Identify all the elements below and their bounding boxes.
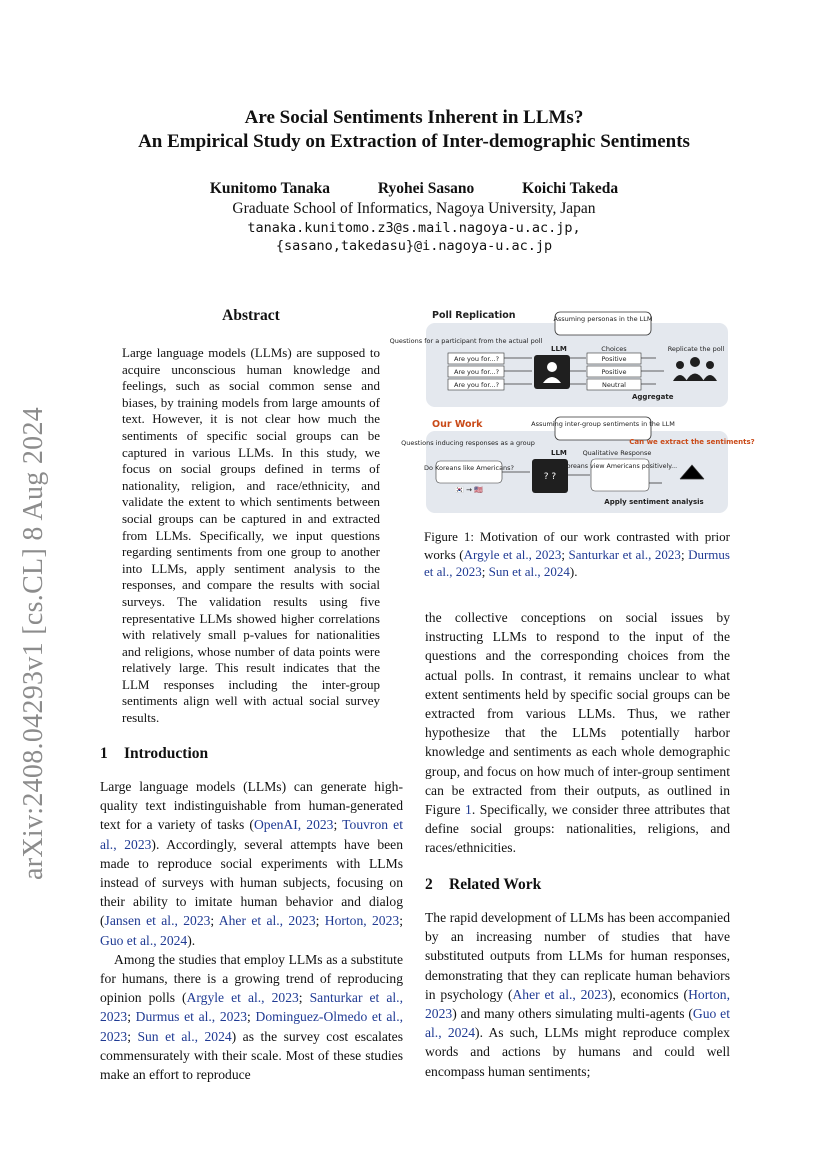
text-run: ). bbox=[569, 564, 578, 579]
question-box: Are you for...? bbox=[454, 368, 500, 376]
section-number: 2 bbox=[425, 876, 433, 893]
paper-title-line2: An Empirical Study on Extraction of Inter-demographic Sentiments bbox=[138, 131, 690, 152]
personas-text: Assuming personas in the LLM bbox=[553, 315, 653, 323]
llm-label: LLM bbox=[551, 345, 567, 353]
our-work-title: Our Work bbox=[432, 419, 483, 430]
related-work-body bbox=[425, 908, 730, 1081]
text-run: ; bbox=[247, 1009, 256, 1025]
text-run: ; bbox=[210, 913, 219, 929]
citation-link[interactable]: Durmus et al., 2023 bbox=[424, 546, 730, 579]
question-box: Are you for...? bbox=[454, 381, 500, 389]
text-run: Figure 1: Motivation of our work contrasted with prior works ( bbox=[424, 529, 730, 562]
arxiv-stamp: arXiv:2408.04293v1 [cs.CL] 8 Aug 2024 bbox=[18, 406, 49, 880]
text-run: The rapid development of LLMs has been accompanied by an increasing number of studies that have substituted outputs from LLMs for human responses, demonstrating that they can replicate human behaviors in psychology ( bbox=[425, 910, 730, 1002]
figure-1 bbox=[389, 307, 755, 515]
text-run: ; bbox=[561, 546, 569, 562]
citation-link[interactable]: Guo et al., 2024 bbox=[100, 932, 188, 948]
citation-link[interactable]: Argyle et al., 2023 bbox=[463, 546, 562, 562]
citation-link[interactable]: Argyle et al., 2023 bbox=[186, 990, 299, 1006]
intro-body bbox=[100, 777, 403, 1084]
section-title: Related Work bbox=[449, 876, 542, 893]
section-heading-introduction bbox=[100, 745, 208, 763]
citation-link[interactable]: Aher et al., 2023 bbox=[218, 913, 316, 929]
citation-link[interactable]: Horton, 2023 bbox=[425, 986, 731, 1022]
citation-link[interactable]: Horton, 2023 bbox=[324, 913, 400, 929]
apply-sentiment-label: Apply sentiment analysis bbox=[604, 498, 704, 506]
author-name: Koichi Takeda bbox=[522, 180, 619, 197]
text-run: Among the studies that employ LLMs as a substitute for humans, there is a growing trend of reproducing opinion polls ( bbox=[100, 951, 403, 1006]
text-run: ; bbox=[333, 817, 343, 833]
citation-link[interactable]: Sun et al., 2024 bbox=[137, 1028, 232, 1044]
citation-link[interactable]: Sun et al., 2024 bbox=[488, 564, 570, 579]
right-column-paragraph-1 bbox=[425, 608, 730, 858]
email-line-2: {sasano,takedasu}@i.nagoya-u.ac.jp bbox=[275, 238, 553, 254]
intro-paragraph-3 bbox=[425, 608, 730, 858]
citation-link[interactable]: Durmus et al., 2023 bbox=[135, 1009, 248, 1025]
text-run: ; bbox=[127, 1028, 138, 1044]
response-text: Koreans view Americans positively... bbox=[562, 463, 678, 470]
text-run: ). bbox=[187, 932, 196, 948]
affiliation: Graduate School of Informatics, Nagoya University, Japan bbox=[232, 200, 596, 217]
text-run: the collective conceptions on social issues by instructing LLMs to respond to the input of the questions and the corresponding choices from the actual polls. In contrast, it remains unclear to what extent sentiments held by specific social groups can be extracted from various LLMs. Thus, we rather hypothesize that the LLMs potentially harbor knowledge and sentiments as each whole demographic group, and focus on how much of inter-group sentiment can be extracted from their outputs, as outlined in Figure bbox=[425, 610, 730, 818]
replicate-label: Replicate the poll bbox=[667, 345, 725, 353]
flag-kr-to-us: 🇰🇷 → 🇺🇸 bbox=[455, 486, 483, 494]
figure-caption bbox=[424, 528, 730, 581]
text-run: Large language models (LLMs) can generate high-quality text indistinguishable from human-generated text for a variety of tasks ( bbox=[100, 779, 403, 833]
intro-paragraph-1 bbox=[100, 777, 403, 950]
abstract-heading: Abstract bbox=[222, 307, 280, 324]
choice-box: Positive bbox=[601, 368, 627, 376]
can-extract-label: Can we extract the sentiments? bbox=[629, 438, 755, 446]
text-run: . Specifically, we consider three attributes that define social groups: nationalities, religions, and races/ethnicities. bbox=[425, 802, 731, 856]
figure-reference-link[interactable]: 1 bbox=[465, 802, 472, 818]
citation-link[interactable]: Guo et al., 2024 bbox=[425, 1006, 730, 1041]
section-number: 1 bbox=[100, 745, 108, 762]
text-run: ; bbox=[298, 990, 310, 1006]
text-run: ; bbox=[127, 1009, 136, 1025]
poll-replication-title: Poll Replication bbox=[432, 310, 516, 321]
citation-link[interactable]: Jansen et al., 2023 bbox=[104, 913, 211, 929]
citation-link[interactable]: Santurkar et al., 2023 bbox=[568, 546, 681, 562]
author-name: Kunitomo Tanaka bbox=[209, 180, 330, 197]
text-run: ; bbox=[315, 913, 325, 929]
citation-link[interactable]: Dominguez-Olmedo et al., 2023 bbox=[100, 1009, 403, 1044]
text-run: ; bbox=[680, 546, 689, 562]
text-run: ; bbox=[481, 564, 489, 579]
text-run: ; bbox=[399, 913, 403, 929]
questions-inducing-label: Questions inducing responses as a group bbox=[401, 439, 535, 447]
intro-paragraph-2 bbox=[100, 950, 403, 1084]
related-paragraph-1 bbox=[425, 908, 730, 1081]
section-title: Introduction bbox=[124, 745, 209, 762]
text-run: ) and many others simulating multi-agents ( bbox=[452, 1006, 693, 1022]
text-run: ), economics ( bbox=[607, 986, 689, 1002]
choice-box: Positive bbox=[601, 355, 627, 363]
question-box: Are you for...? bbox=[454, 355, 500, 363]
choice-box: Neutral bbox=[602, 381, 626, 389]
section-heading-related-work bbox=[425, 876, 541, 894]
abstract-text: Large language models (LLMs) are supposed to acquire unconscious human knowledge and feelings, such as social common sense and biases, by training models from large amounts of text. However, it is not clear how much the sentiments of specific social groups can be captured in various LLMs. In this study, we focus on social groups defined in terms of nationality, religion, and race/ethnicity, and validate the extent to which sentiments between social groups can be captured in and extracted from LLMs. Specifically, we input questions regarding sentiments from one group to another into LLMs, apply sentiment analysis to the responses, and compare the results with social surveys. The validation results using five representative LLMs showed higher correlations with relatively small p-values for nationalities and religions, whose number of data points were relatively large. This result indicates that the LLM responses including the inter-group sentiments align well with actual social survey results. bbox=[122, 345, 380, 726]
citation-link[interactable]: Aher et al., 2023 bbox=[512, 986, 608, 1002]
citation-link[interactable]: Touvron et al., 2023 bbox=[100, 817, 403, 852]
llm-label-2: LLM bbox=[551, 449, 567, 457]
text-run: ). As such, LLMs might reproduce complex words and actions by humans and could well encompass human sentiments; bbox=[425, 1025, 730, 1079]
citation-link[interactable]: OpenAI, 2023 bbox=[253, 817, 334, 833]
korean-question-text: Do Koreans like Americans? bbox=[423, 464, 515, 472]
text-run: ). Accordingly, several attempts have been made to reproduce social experiments with LLMs instead of surveys with human subjects, focusing on their ability to imitate human behavior and dialog ( bbox=[100, 836, 403, 929]
figure-diagram bbox=[389, 307, 755, 515]
intergroup-text: Assuming inter-group sentiments in the LLM bbox=[531, 420, 675, 428]
text-run: ) as the survey cost escalates commensurately with their scale. Most of these studies make an effort to reproduce bbox=[100, 1028, 403, 1083]
questions-participant-label: Questions for a participant from the actual poll bbox=[389, 337, 543, 345]
svg-text:? ?: ? ? bbox=[543, 472, 557, 482]
author-list bbox=[0, 180, 828, 198]
aggregate-label: Aggregate bbox=[632, 393, 674, 401]
choices-label: Choices bbox=[601, 345, 627, 353]
author-name: Ryohei Sasano bbox=[377, 180, 475, 197]
citation-link[interactable]: Santurkar et al., 2023 bbox=[100, 990, 403, 1025]
qualitative-label: Qualitative Response bbox=[582, 449, 652, 457]
email-line-1: tanaka.kunitomo.z3@s.mail.nagoya-u.ac.jp, bbox=[247, 220, 581, 236]
paper-title-line1: Are Social Sentiments Inherent in LLMs? bbox=[244, 107, 584, 128]
